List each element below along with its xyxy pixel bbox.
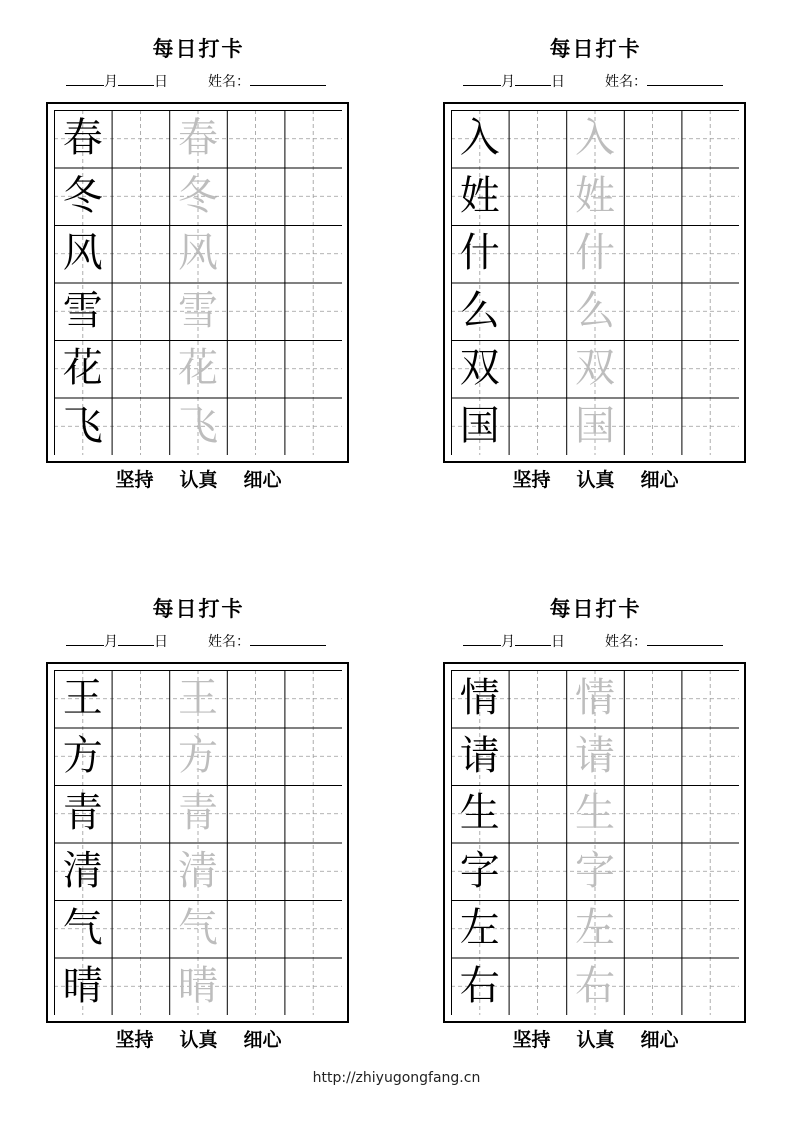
motto	[443, 468, 748, 492]
date-name-line	[463, 71, 723, 91]
motto	[46, 468, 351, 492]
model-character: 方	[62, 732, 103, 779]
card-title: 每日打卡	[152, 596, 245, 621]
model-character: 风	[62, 230, 103, 276]
day-blank[interactable]	[515, 631, 551, 646]
name-label: 姓名：	[605, 634, 647, 650]
practice-grid[interactable]	[54, 110, 342, 455]
model-character: 生	[459, 790, 500, 836]
month-blank[interactable]	[463, 71, 501, 86]
day-label: 日	[154, 634, 168, 650]
day-blank[interactable]	[118, 71, 154, 86]
date-name-line	[66, 71, 326, 91]
model-character: 晴	[62, 962, 103, 1009]
practice-grid[interactable]	[451, 670, 739, 1015]
model-character: 花	[62, 345, 103, 391]
name-label: 姓名：	[208, 74, 250, 90]
month-label: 月	[104, 74, 118, 90]
model-character: 入	[459, 115, 500, 161]
model-character: 清	[62, 847, 103, 894]
day-label: 日	[551, 74, 565, 90]
model-character: 右	[459, 962, 500, 1009]
model-character: 字	[459, 847, 500, 894]
month-label: 月	[501, 634, 515, 650]
trace-character: 字	[574, 847, 615, 894]
trace-character: 国	[574, 402, 615, 449]
trace-character: 飞	[177, 402, 218, 449]
model-character: 请	[459, 732, 500, 779]
model-character: 青	[62, 790, 103, 836]
trace-character: 么	[574, 287, 615, 334]
trace-character: 风	[177, 230, 218, 276]
month-label: 月	[501, 74, 515, 90]
model-character: 气	[62, 905, 103, 951]
motto-3: 细心	[243, 469, 282, 491]
trace-character: 入	[574, 115, 615, 161]
practice-frame	[443, 102, 746, 463]
name-blank[interactable]	[250, 71, 326, 86]
motto-2: 认真	[576, 469, 615, 491]
model-character: 国	[459, 402, 500, 449]
practice-grid[interactable]	[451, 110, 739, 455]
trace-character: 左	[574, 905, 615, 951]
motto	[46, 1028, 351, 1052]
name-blank[interactable]	[647, 71, 723, 86]
name-blank[interactable]	[647, 631, 723, 646]
day-blank[interactable]	[118, 631, 154, 646]
trace-character: 双	[574, 345, 615, 391]
practice-grid[interactable]	[54, 670, 342, 1015]
model-character: 春	[62, 115, 103, 161]
trace-character: 冬	[177, 172, 218, 219]
card-title: 每日打卡	[152, 36, 245, 61]
footer-url[interactable]: http://zhiyugongfang.cn	[312, 1070, 481, 1086]
motto-1: 坚持	[512, 469, 551, 491]
trace-character: 雪	[177, 287, 218, 334]
name-label: 姓名：	[605, 74, 647, 90]
month-blank[interactable]	[463, 631, 501, 646]
trace-character: 情	[574, 675, 615, 721]
trace-character: 王	[177, 675, 218, 721]
trace-character: 花	[177, 345, 218, 391]
trace-character: 青	[177, 790, 218, 836]
month-blank[interactable]	[66, 631, 104, 646]
model-character: 双	[459, 345, 500, 391]
model-character: 么	[459, 287, 500, 334]
motto-1: 坚持	[115, 469, 154, 491]
trace-character: 右	[574, 962, 615, 1009]
trace-character: 气	[177, 905, 218, 951]
model-character: 飞	[62, 402, 103, 449]
day-label: 日	[154, 74, 168, 90]
trace-character: 方	[177, 732, 218, 779]
motto-3: 细心	[640, 469, 679, 491]
trace-character: 晴	[177, 962, 218, 1009]
name-blank[interactable]	[250, 631, 326, 646]
practice-frame	[443, 662, 746, 1023]
motto-1: 坚持	[512, 1029, 551, 1051]
practice-frame	[46, 102, 349, 463]
motto-2: 认真	[179, 469, 218, 491]
model-character: 冬	[62, 172, 103, 219]
motto-3: 细心	[243, 1029, 282, 1051]
day-blank[interactable]	[515, 71, 551, 86]
motto-1: 坚持	[115, 1029, 154, 1051]
trace-character: 请	[574, 732, 615, 779]
date-name-line	[463, 631, 723, 651]
motto	[443, 1028, 748, 1052]
motto-2: 认真	[179, 1029, 218, 1051]
model-character: 左	[459, 905, 500, 951]
model-character: 雪	[62, 287, 103, 334]
month-blank[interactable]	[66, 71, 104, 86]
card-title: 每日打卡	[549, 596, 642, 621]
name-label: 姓名：	[208, 634, 250, 650]
practice-frame	[46, 662, 349, 1023]
trace-character: 春	[177, 115, 218, 161]
model-character: 情	[459, 675, 500, 721]
model-character: 什	[459, 230, 500, 276]
month-label: 月	[104, 634, 118, 650]
trace-character: 姓	[574, 172, 615, 219]
trace-character: 什	[574, 230, 615, 276]
date-name-line	[66, 631, 326, 651]
model-character: 王	[62, 675, 103, 721]
motto-3: 细心	[640, 1029, 679, 1051]
card-title: 每日打卡	[549, 36, 642, 61]
trace-character: 清	[177, 847, 218, 894]
day-label: 日	[551, 634, 565, 650]
model-character: 姓	[459, 172, 500, 219]
trace-character: 生	[574, 790, 615, 836]
motto-2: 认真	[576, 1029, 615, 1051]
